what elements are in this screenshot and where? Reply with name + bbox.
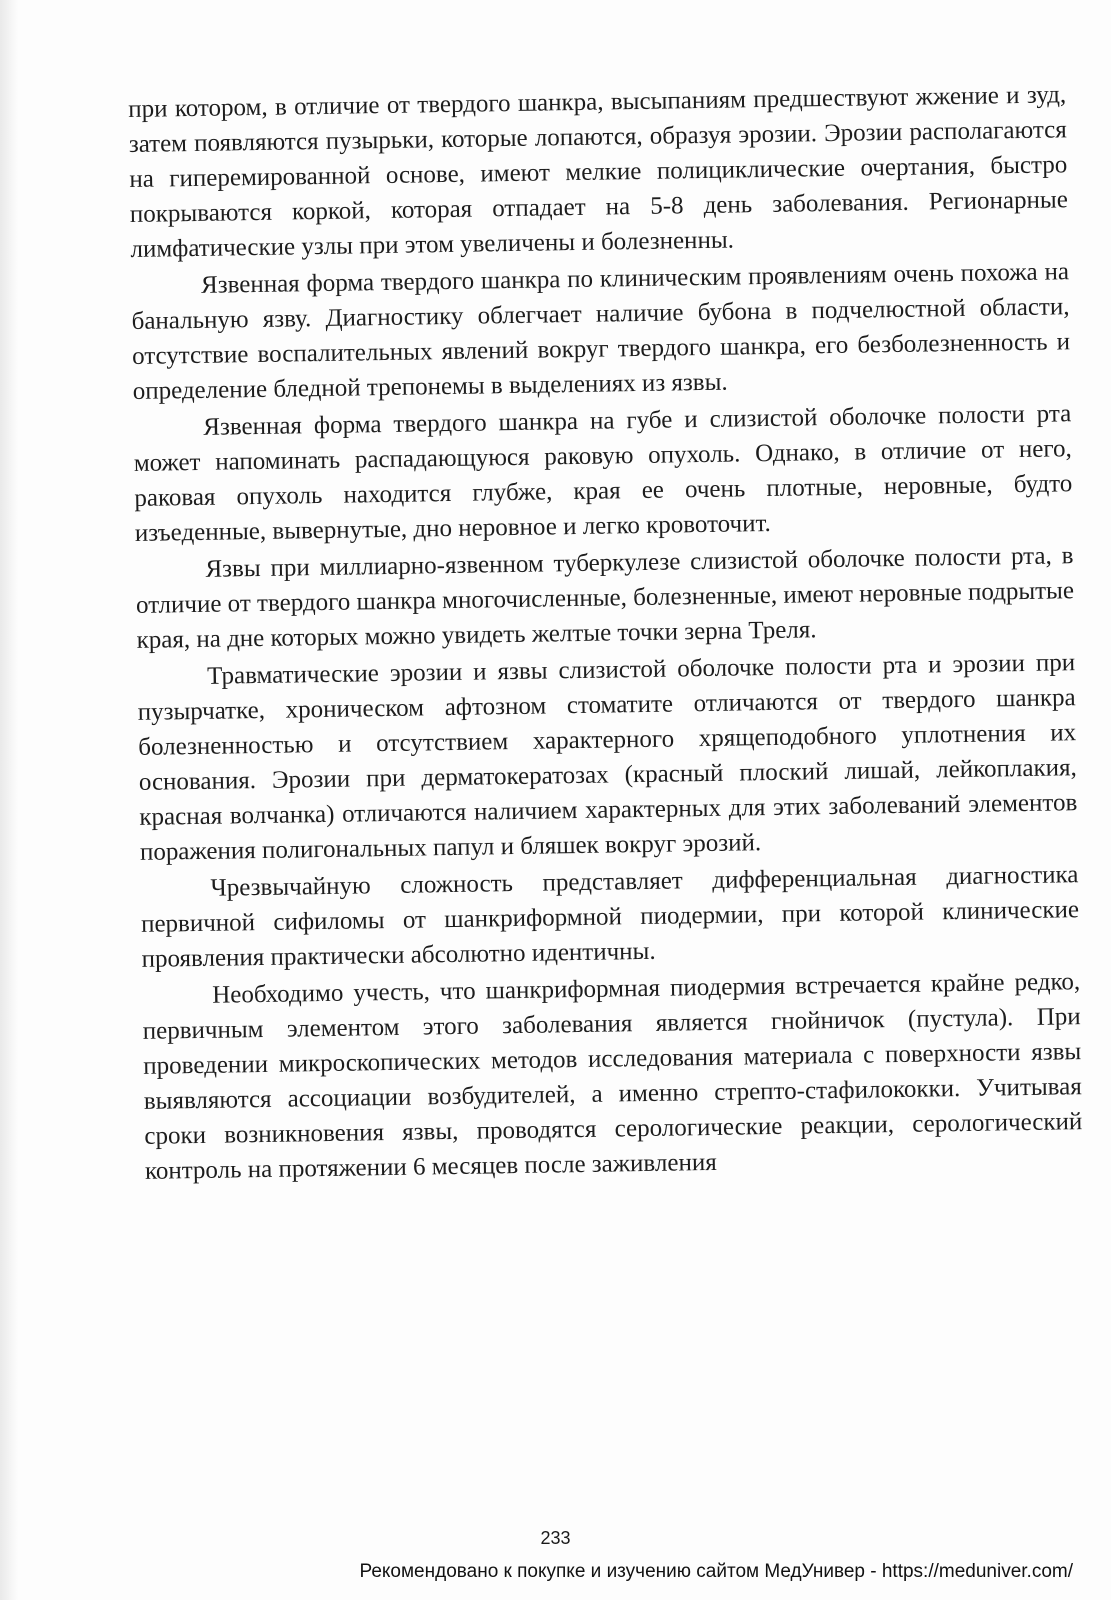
paragraph-ulcerative-form: Язвенная форма твердого шанкра по клиническим проявлениям очень похожа на банальную язву. Диагностику облегчает наличие бубона в подчелюстной области, отсутствие воспалительных явлений вокруг твердого шанкра, его безболезненность и определение бледной трепонемы в выделениях из язвы.	[131, 258, 1071, 405]
paragraph-tuberculosis-differential: Язвы при миллиарно-язвенном туберкулезе слизистой оболочке полости рта, в отличие от твердого шанкра многочисленные, болезненные, имеют неровные подрытые края, на дне которых можно увидеть желтые точки зерна Треля.	[135, 542, 1075, 654]
footer-recommendation: Рекомендовано к покупке и изучению сайтом МедУнивер - https://meduniver.com/	[359, 1561, 1073, 1582]
body-text	[128, 77, 1083, 1189]
page-number: 233	[540, 1528, 571, 1548]
paragraph-pyoderma-complexity: Чрезвычайную сложность представляет дифференциальная диагностика первичной сифиломы от шанкриформной пиодермии, при которой клинические проявления практически абсолютно идентичны.	[140, 861, 1080, 973]
paragraph-oral-cancer-differential: Язвенная форма твердого шанкра на губе и слизистой оболочке полости рта может напоминать распадающуюся раковую опухоль. Однако, в отличие от него, раковая опухоль находится глубже, края ее очень плотные, неровные, будто изъеденные, вывернутые, дно неровное и легко кровоточит.	[133, 400, 1073, 547]
paragraph-pyoderma-rarity: Необходимо учесть, что шанкриформная пиодермия встречается крайне редко, первичным элементом этого заболевания является гнойничок (пустула). При проведении микроскопических методов исследования материала с поверхности язвы выявляются ассоциации возбудителей, а именно стрепто-стафилококки. Учитывая сроки возникновения язвы, проводятся серологические реакции, серологический контроль на протяжении 6 месяцев после заживления	[142, 968, 1083, 1185]
scan-edge-shadow	[0, 0, 18, 1600]
paragraph-traumatic-erosions: Травматические эрозии и язвы слизистой оболочке полости рта и эрозии при пузырчатке, хроническом афтозном стоматите отличаются от твердого шанкра болезненностью и отсутствием характерного хрящеподобного уплотнения их основания. Эрозии при дерматокератозах (красный плоский лишай, лейкоплакия, красная волчанка) отличаются наличием характерных для этих заболеваний элементов поражения полигональных папул и бляшек вокруг эрозий.	[137, 649, 1078, 866]
paragraph-continuation: при котором, в отличие от твердого шанкра, высыпаниям предшествуют жжение и зуд, затем появляются пузырьки, которые лопаются, образуя эрозии. Эрозии располагаются на гиперемированной основе, имеют мелкие полициклические очертания, быстро покрываются коркой, которая отпадает на 5-8 день заболевания. Регионарные лимфатические узлы при этом увеличены и болезненны.	[128, 81, 1069, 263]
